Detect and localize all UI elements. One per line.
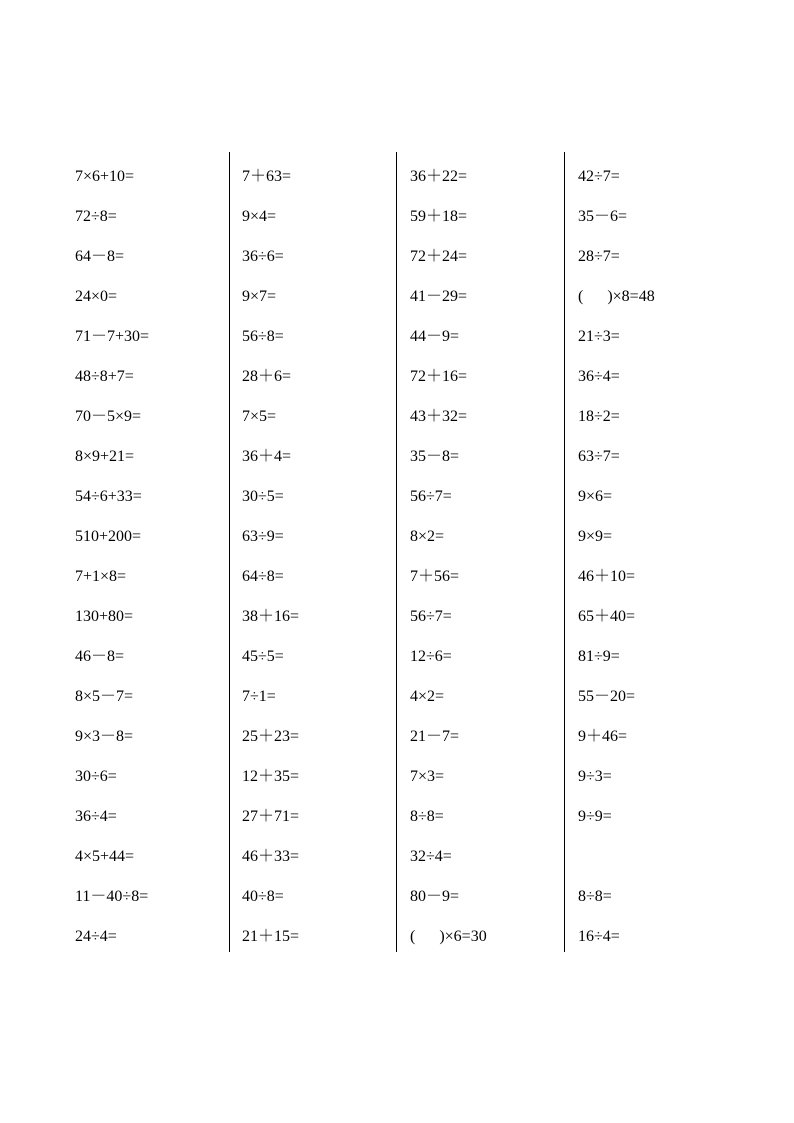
math-problem: 7+1×8= — [75, 568, 127, 585]
math-problem: 63÷9= — [242, 528, 284, 545]
math-problem: 16÷4= — [578, 928, 620, 945]
math-problem: 54÷6+33= — [75, 488, 142, 505]
math-problem: 24÷4= — [75, 928, 117, 945]
math-problem: 25＋23= — [242, 728, 300, 745]
math-problem: 8×5－7= — [75, 688, 134, 705]
math-problem: 9×7= — [242, 288, 277, 305]
math-problem: 46＋33= — [242, 848, 300, 865]
math-problem: 55－20= — [578, 688, 636, 705]
math-problem: 81÷9= — [578, 648, 620, 665]
math-problem: 36＋4= — [242, 448, 292, 465]
math-problem: 18÷2= — [578, 408, 620, 425]
math-problem: 510+200= — [75, 528, 142, 545]
math-problem: 36＋22= — [410, 168, 468, 185]
math-problem: 70－5×9= — [75, 408, 142, 425]
math-problem: 9×9= — [578, 528, 613, 545]
math-problem: 12÷6= — [410, 648, 452, 665]
math-problem: 48÷8+7= — [75, 368, 134, 385]
math-problem: 38＋16= — [242, 608, 300, 625]
math-problem: 9×6= — [578, 488, 613, 505]
math-problem: 9×4= — [242, 208, 277, 225]
math-problem: 42÷7= — [578, 168, 620, 185]
math-problem: 7×5= — [242, 408, 277, 425]
math-problem: 28＋6= — [242, 368, 292, 385]
math-problem: 4×2= — [410, 688, 445, 705]
math-problem: 8×9+21= — [75, 448, 135, 465]
math-problem: 7＋56= — [410, 568, 460, 585]
math-problem: 4×5+44= — [75, 848, 135, 865]
math-problem: 7×6+10= — [75, 168, 135, 185]
math-problem: 30÷6= — [75, 768, 117, 785]
math-problem: ( )×6=30 — [410, 928, 487, 945]
math-problem: 35－6= — [578, 208, 628, 225]
math-problem: 64－8= — [75, 248, 125, 265]
math-problem: 7×3= — [410, 768, 445, 785]
math-problem: 9÷9= — [578, 808, 612, 825]
math-problem: 41－29= — [410, 288, 468, 305]
math-problem: 63÷7= — [578, 448, 620, 465]
math-problem: 56÷7= — [410, 488, 452, 505]
column-divider — [396, 152, 397, 952]
problem-column-3 — [410, 152, 560, 952]
math-problem: 11－40÷8= — [75, 888, 149, 905]
math-problem: 44－9= — [410, 328, 460, 345]
math-problem: 72＋16= — [410, 368, 468, 385]
math-problem: 130+80= — [75, 608, 134, 625]
math-problem: 9＋46= — [578, 728, 628, 745]
column-divider — [564, 152, 565, 952]
math-problem: 59＋18= — [410, 208, 468, 225]
math-problem: 40÷8= — [242, 888, 284, 905]
math-problem: 36÷6= — [242, 248, 284, 265]
math-problem: 7÷1= — [242, 688, 276, 705]
math-problem: 56÷7= — [410, 608, 452, 625]
math-problem: 9×3－8= — [75, 728, 134, 745]
math-problem: 36÷4= — [578, 368, 620, 385]
problem-column-2 — [242, 152, 392, 952]
math-problem: 72＋24= — [410, 248, 468, 265]
math-problem: 32÷4= — [410, 848, 452, 865]
math-problem: 36÷4= — [75, 808, 117, 825]
math-problem: 72÷8= — [75, 208, 117, 225]
math-problem: ( )×8=48 — [578, 288, 655, 305]
math-problem: 8÷8= — [410, 808, 444, 825]
math-problem: 28÷7= — [578, 248, 620, 265]
math-problem: 21－7= — [410, 728, 460, 745]
math-problem: 27＋71= — [242, 808, 300, 825]
math-problem: 7＋63= — [242, 168, 292, 185]
column-divider — [229, 152, 230, 952]
math-problem: 21＋15= — [242, 928, 300, 945]
problem-column-4 — [578, 152, 728, 952]
math-problem: 56÷8= — [242, 328, 284, 345]
math-problem: 64÷8= — [242, 568, 284, 585]
problem-column-1 — [75, 152, 225, 952]
math-problem: 30÷5= — [242, 488, 284, 505]
math-problem: 24×0= — [75, 288, 118, 305]
math-problem: 71－7+30= — [75, 328, 150, 345]
math-problem: 9÷3= — [578, 768, 612, 785]
math-problem: 8×2= — [410, 528, 445, 545]
math-problem: 45÷5= — [242, 648, 284, 665]
math-problem: 80－9= — [410, 888, 460, 905]
math-problem: 21÷3= — [578, 328, 620, 345]
math-problem: 65＋40= — [578, 608, 636, 625]
math-problem: 35－8= — [410, 448, 460, 465]
math-problem: 46＋10= — [578, 568, 636, 585]
math-problem — [578, 832, 728, 872]
math-problem: 8÷8= — [578, 888, 612, 905]
math-problem: 43＋32= — [410, 408, 468, 425]
math-problem: 46－8= — [75, 648, 125, 665]
math-problem: 12＋35= — [242, 768, 300, 785]
